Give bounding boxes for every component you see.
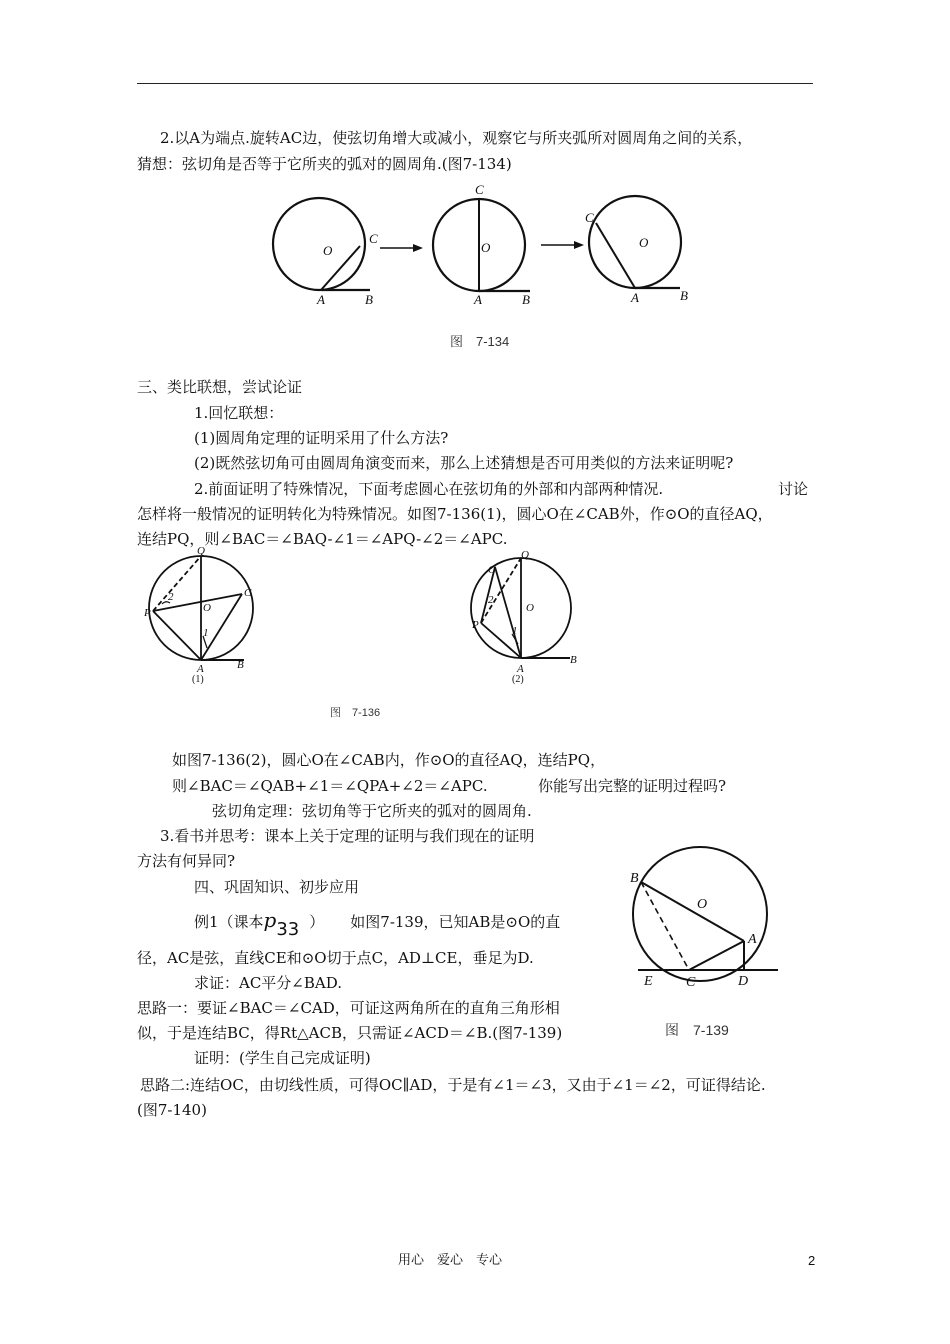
label-a: A (474, 292, 482, 307)
label-b: B (630, 871, 639, 886)
example-line (194, 908, 561, 940)
paragraph-line: 你能写出完整的证明过程吗? (538, 777, 727, 795)
paragraph-line: 2.以A为端点.旋转AC边，使弦切角增大或减小，观察它与所夹弧所对圆周角之间的关系， (160, 129, 753, 147)
label-c: C (488, 564, 496, 576)
paragraph-line: 3.看书并思考：课本上关于定理的证明与我们现在的证明 (160, 827, 535, 845)
label-d: D (738, 974, 749, 989)
paragraph-line: (图7-140) (137, 1101, 207, 1119)
subfigure-label: (1) (192, 674, 204, 685)
label-c: C (686, 975, 696, 990)
paragraph-line: 讨论 (778, 480, 809, 498)
label-p: P (472, 619, 479, 631)
figure-7-136 (140, 545, 610, 688)
label-c: C (475, 182, 484, 197)
arrowhead-icon (574, 241, 584, 249)
paragraph-line: 求证：AC平分∠BAD. (194, 974, 342, 992)
theorem-line: 弦切角定理：弦切角等于它所夹的弧对的圆周角. (212, 802, 532, 820)
label-2: 2 (168, 591, 174, 603)
label-o: O (323, 243, 333, 258)
label-o: O (526, 602, 534, 614)
circle (589, 196, 681, 288)
paragraph-line: 思路二:连结OC，由切线性质，可得OC∥AD，于是有∠1＝∠3，又由于∠1＝∠2，可证得结论. (140, 1076, 766, 1094)
subfigure-label: (2) (512, 674, 524, 685)
figure-7-139 (630, 848, 790, 1038)
label-o: O (697, 897, 708, 912)
label-c: C (369, 231, 378, 246)
chord-ac (596, 223, 635, 288)
label-q: Q (197, 545, 205, 557)
label-a: A (197, 663, 204, 675)
paragraph-line: 2.前面证明了特殊情况，下面考虑圆心在弦切角的外部和内部两种情况. (194, 480, 664, 498)
section-heading: 三、类比联想，尝试论证 (137, 378, 303, 396)
paragraph-line: (1)圆周角定理的证明采用了什么方法? (194, 429, 449, 447)
circle (633, 847, 767, 981)
label-b: B (522, 292, 530, 307)
label-a: A (517, 663, 524, 675)
paragraph-line: 1.回忆联想： (194, 404, 284, 422)
label-b: B (680, 288, 688, 303)
label-1: 1 (512, 625, 518, 637)
page-ref-p: p (263, 908, 277, 932)
section-heading: 四、巩固知识、初步应用 (194, 878, 360, 896)
label-a: A (748, 932, 757, 947)
example-prefix: 例1（课本 (194, 913, 264, 931)
paragraph-line: 径，AC是弦，直线CE和⊙O切于点C，AD⊥CE，垂足为D. (137, 949, 534, 967)
label-p: P (144, 607, 151, 619)
example-text: 如图7-139，已知AB是⊙O的直 (350, 913, 561, 931)
example-close: ） (309, 913, 325, 931)
paragraph-line: 如图7-136(2)，圆心O在∠CAB内，作⊙O的直径AQ，连结PQ， (172, 751, 606, 769)
label-a: A (631, 290, 639, 305)
label-o: O (481, 240, 491, 255)
header-rule (137, 83, 813, 84)
paragraph-line: 连结PQ，则∠BAC＝∠BAQ-∠1＝∠APQ-∠2＝∠APC. (137, 530, 508, 548)
label-1: 1 (203, 627, 209, 639)
chord-ac (689, 941, 744, 970)
circle (273, 198, 365, 290)
label-2: 2 (488, 594, 494, 606)
figure-caption: 图 7-136 (330, 707, 381, 719)
figure-caption: 图 7-134 (450, 334, 510, 349)
label-o: O (639, 235, 649, 250)
paragraph-line: 则∠BAC＝∠QAB+∠1＝∠QPA+∠2＝∠APC. (172, 777, 488, 795)
label-c: C (585, 210, 594, 225)
label-c: C (244, 587, 252, 599)
label-b: B (365, 292, 373, 307)
figure-caption: 图 7-139 (665, 1022, 729, 1038)
label-q: Q (521, 549, 529, 561)
paragraph-line: 方法有何异同? (137, 852, 236, 870)
paragraph-line: (2)既然弦切角可由圆周角演变而来，那么上述猜想是否可用类似的方法来证明呢? (194, 454, 734, 472)
page-number: 2 (808, 1253, 816, 1268)
label-b: B (237, 659, 244, 671)
label-b: B (570, 654, 577, 666)
paragraph-line: 思路一：要证∠BAC＝∠CAD，可证这两角所在的直角三角形相 (137, 999, 560, 1017)
label-e: E (644, 974, 653, 989)
paragraph-line: 似，于是连结BC，得Rt△ACB，只需证∠ACD＝∠B.(图7-139) (137, 1024, 563, 1042)
footer-text: 用心 爱心 专心 (398, 1253, 503, 1268)
label-o: O (203, 602, 211, 614)
arrowhead-icon (413, 244, 423, 252)
paragraph-line: 猜想：弦切角是否等于它所夹的弧对的圆周角.(图7-134) (137, 155, 512, 173)
paragraph-line: 怎样将一般情况的证明转化为特殊情况。如图7-136(1)，圆心O在∠CAB外，作⊙O的直径AQ， (137, 505, 773, 523)
paragraph-line: 证明：(学生自己完成证明) (194, 1049, 371, 1067)
label-a: A (317, 292, 325, 307)
page-ref-number: 33 (276, 919, 300, 940)
segment-pa (153, 611, 201, 660)
